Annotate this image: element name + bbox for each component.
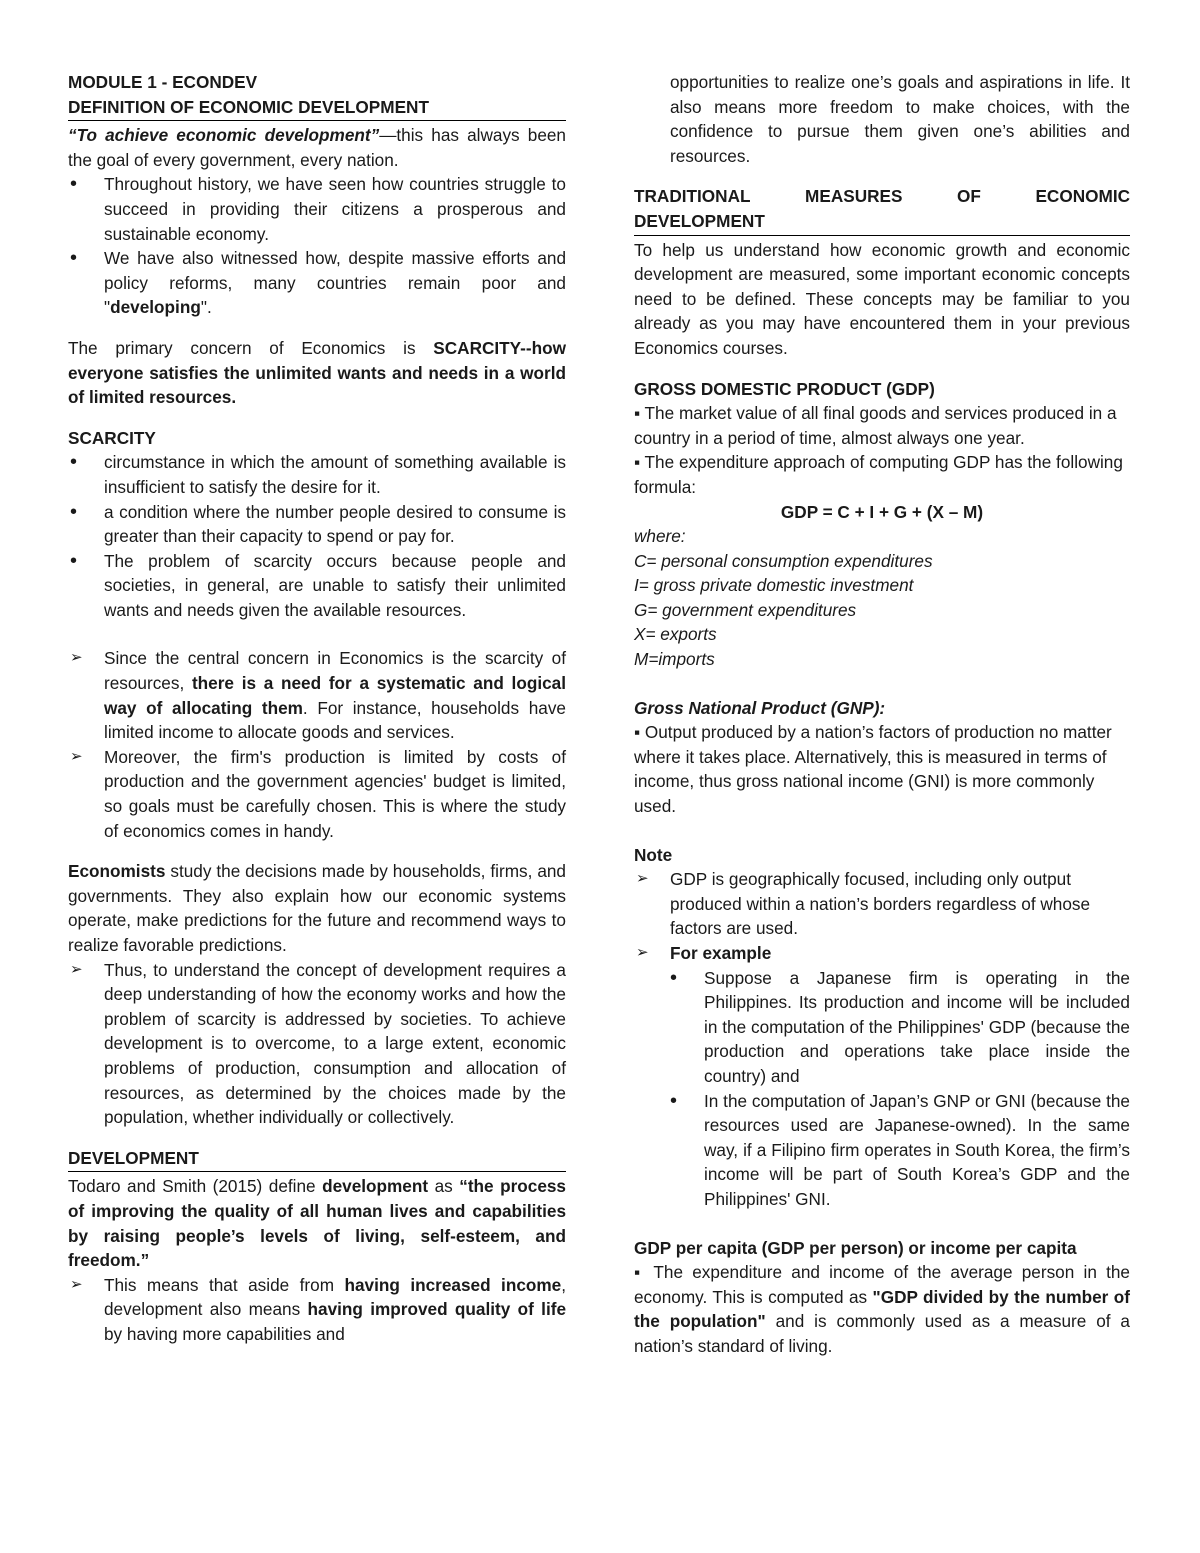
intro-bullet-list: [68, 172, 566, 320]
arrow-bullet-icon: ➢: [636, 944, 649, 961]
list-item: • The problem of scarcity occurs because people and societies, in general, are unable to satisfy their unlimited wants and needs given the available resources.: [70, 549, 566, 620]
legend-line: G= government expenditures: [634, 599, 857, 620]
gnp-heading: Gross National Product (GNP):: [634, 697, 886, 718]
development-meaning-list: [68, 1273, 566, 1347]
development-concept-list: [68, 958, 566, 1130]
note-heading: Note: [634, 844, 673, 865]
intro-rest: —this has always been the goal of every government, every nation.: [68, 125, 566, 170]
allocation-arrow-list: [68, 646, 566, 843]
gdp-definition: ▪ The market value of all final goods and services produced in a country in a period of time, almost always one year.: [634, 403, 1117, 448]
bullet-dot-icon: •: [670, 1089, 678, 1112]
arrow-bullet-icon: ➢: [70, 747, 83, 765]
definition-heading: DEFINITION OF ECONOMIC DEVELOPMENT: [68, 95, 566, 122]
intro-paragraph: [68, 123, 566, 172]
example-bullet-list: [668, 966, 1130, 1212]
gdp-formula: GDP = C + I + G + (X – M): [780, 501, 984, 522]
list-item: • a condition where the number people desired to consume is greater than their capacity to spend or pay for.: [70, 500, 566, 547]
note-list: [634, 867, 1130, 965]
right-column: [634, 70, 1130, 1359]
intro-quote: “To achieve economic development”: [68, 125, 380, 146]
list-item: • Throughout history, we have seen how countries struggle to succeed in providing their citizens a prosperous and sustainable economy.: [70, 173, 566, 244]
formula-legend: [634, 524, 1130, 672]
left-column: [68, 70, 566, 1347]
arrow-bullet-icon: ➢: [70, 649, 83, 667]
arrow-bullet-icon: ➢: [70, 1275, 83, 1293]
gdp-per-capita-definition: ▪ The expenditure and income of the average person in the economy. This is computed as "GDP divided by the number of the population" and is commonly used as a measure of a nation’s standard of living.: [634, 1262, 1130, 1356]
module-title: MODULE 1 - ECONDEV: [68, 72, 258, 92]
list-item: ➢ This means that aside from having increased income, development also means having improved quality of life by having more capabilities and: [70, 1274, 566, 1344]
list-item: ➢ Thus, to understand the concept of development requires a deep understanding of how the economy works and how the problem of scarcity is addressed by societies. To achieve development is to overcome, to a large extent, economic problems of production, consumption and allocation of resources, as determined by the choices made by the population, whether individually or collectively.: [70, 959, 566, 1128]
bullet-dot-icon: •: [70, 451, 78, 474]
bullet-dot-icon: •: [670, 966, 678, 989]
gnp-definition: ▪ Output produced by a nation’s factors of production no matter where it takes place. Alternatively, this is measured in terms of income, thus gross national income (GNI) is more commonly used.: [634, 722, 1112, 817]
arrow-bullet-icon: ➢: [70, 960, 83, 978]
gdp-heading: GROSS DOMESTIC PRODUCT (GDP): [634, 378, 935, 399]
list-item: • circumstance in which the amount of something available is insufficient to satisfy the desire for it.: [70, 451, 566, 497]
legend-line: where:: [634, 526, 686, 547]
legend-line: M=imports: [634, 649, 715, 670]
list-item: • We have also witnessed how, despite massive efforts and policy reforms, many countries remain poor and "developing".: [70, 247, 566, 318]
list-item: ➢ Moreover, the firm's production is limited by costs of production and the government agencies' budget is limited, so goals must be carefully chosen. This is where the study of economics comes in handy.: [70, 746, 566, 841]
scarcity-heading: SCARCITY: [68, 427, 156, 448]
traditional-measures-heading-line2: DEVELOPMENT: [634, 209, 1130, 236]
scarcity-paragraph: The primary concern of Economics is SCARCITY--how everyone satisfies the unlimited wants and needs in a world of limited resources.: [68, 337, 566, 408]
traditional-measures-heading: TRADITIONAL MEASURES OF ECONOMIC: [634, 186, 1130, 207]
bullet-dot-icon: •: [70, 500, 78, 523]
gdp-per-capita-heading: GDP per capita (GDP per person) or income per capita: [634, 1237, 1077, 1258]
bullet-dot-icon: •: [70, 549, 78, 572]
legend-line: X= exports: [634, 624, 717, 645]
list-item: • Suppose a Japanese firm is operating in the Philippines. Its production and income will be included in the computation of the Philippines' GDP (because the production and operations take place inside the country) and: [670, 966, 1130, 1086]
list-item: ➢ GDP is geographically focused, including only output produced within a nation’s borders regardless of whose factors are used.: [636, 869, 1091, 939]
list-item: ➢ Since the central concern in Economics is the scarcity of resources, there is a need for a systematic and logical way of allocating them. For instance, households have limited income to allocate goods and services.: [70, 648, 566, 743]
development-heading: DEVELOPMENT: [68, 1146, 566, 1173]
traditional-measures-paragraph: To help us understand how economic growth and economic development are measured, some important economic concepts need to be defined. These concepts may be familiar to you already as you may have encountered them in your previous Economics courses.: [634, 239, 1130, 358]
gdp-expenditure-approach: ▪ The expenditure approach of computing GDP has the following formula:: [634, 452, 1123, 497]
legend-line: C= personal consumption expenditures: [634, 550, 933, 571]
bullet-dot-icon: •: [70, 173, 78, 196]
arrow-bullet-icon: ➢: [636, 870, 649, 888]
development-continuation: opportunities to realize one’s goals and aspirations in life. It also means more freedom to make choices, with the confidence to pursue them given one’s abilities and resources.: [670, 72, 1130, 166]
economists-paragraph: Economists study the decisions made by households, firms, and governments. They also explain how our economic systems operate, make predictions for the future and recommend ways to realize favorable predictions.: [68, 861, 566, 955]
list-item: • In the computation of Japan’s GNP or GNI (because the resources used are Japanese-owned). In the same way, if a Filipino firm operates in South Korea, the firm’s income will be part of South Korea’s GDP and the Philippines' GNI.: [670, 1089, 1130, 1209]
legend-line: I= gross private domestic investment: [634, 575, 914, 596]
development-definition: Todaro and Smith (2015) define development as “the process of improving the quality of all human lives and capabilities by raising people’s levels of living, self-esteem, and freedom.”: [68, 1176, 566, 1271]
list-item: ➢ For example: [634, 941, 1130, 966]
scarcity-bullet-list: [68, 450, 566, 622]
bullet-dot-icon: •: [70, 247, 78, 270]
